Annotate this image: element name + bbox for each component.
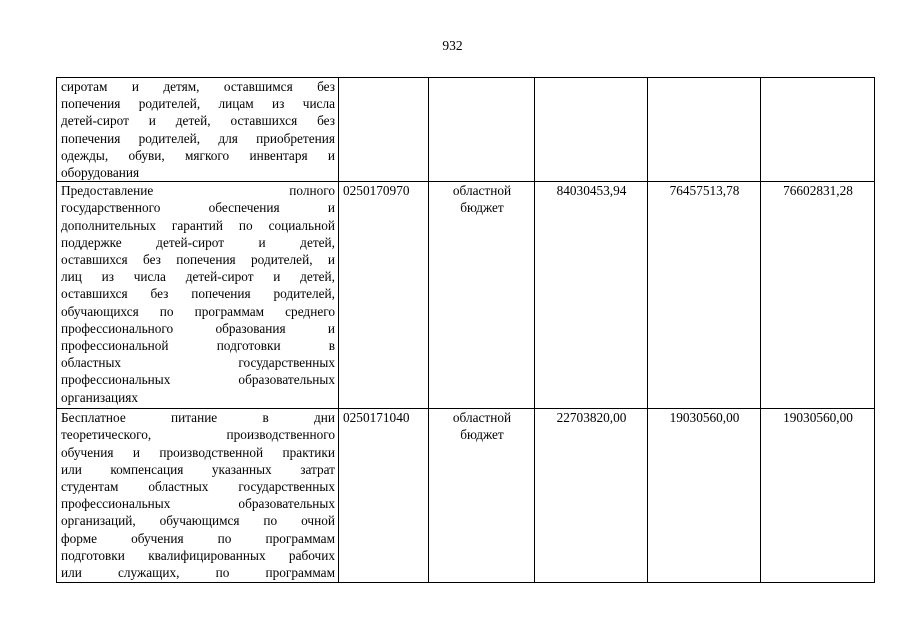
description-line: оборудования [61, 165, 140, 181]
description-line: обучающихся по программам среднего [61, 303, 335, 319]
description-line: детей-сирот и детей, оставшихся без [61, 113, 335, 129]
description-line: сиротам и детям, оставшимся без [61, 79, 335, 94]
description-line: профессионального образования и [61, 320, 335, 336]
description-line: профессиональных образовательных [61, 496, 335, 512]
amount-year3-cell: 19030560,00 [761, 409, 875, 583]
description-line: лиц из числа детей-сирот и детей, [61, 269, 335, 285]
description-cell [57, 409, 339, 583]
description-cell [57, 78, 339, 182]
description-line: областных государственных [61, 355, 335, 371]
description-line: обучения и производственной практики [61, 444, 335, 460]
description-line: студентам областных государственных [61, 479, 335, 495]
code-cell: 0250171040 [339, 409, 429, 583]
amount-year2-cell: 19030560,00 [648, 409, 761, 583]
amount-year3-cell: 76602831,28 [761, 182, 875, 409]
page-number: 932 [442, 38, 463, 53]
description-line: организаций, обучающимся по очной [61, 513, 335, 529]
table-row [57, 78, 875, 182]
description-line: или служащих, по программам [61, 565, 335, 581]
source-cell [429, 409, 535, 583]
amount-year1-cell: 84030453,94 [535, 182, 648, 409]
amount-year2-cell: 76457513,78 [648, 182, 761, 409]
description-line: подготовки квалифицированных рабочих [61, 547, 335, 563]
amount-year3-cell [761, 78, 875, 182]
description-line: оставшихся без попечения родителей, и [61, 252, 335, 268]
budget-table [56, 77, 875, 583]
description-line: форме обучения по программам [61, 530, 335, 546]
description-cell [57, 182, 339, 409]
table-row [57, 182, 875, 409]
description-line: дополнительных гарантий по социальной [61, 217, 335, 233]
source-cell [429, 182, 535, 409]
description-line: Предоставление полного [61, 183, 335, 199]
description-line: поддержке детей-сирот и детей, [61, 234, 335, 250]
description-line: попечения родителей, лицам из числа [61, 96, 335, 112]
description-line: профессиональных образовательных [61, 372, 335, 388]
table-row [57, 409, 875, 583]
source-line: областной [452, 410, 512, 426]
description-line: профессиональной подготовки в [61, 338, 335, 354]
code-cell: 0250170970 [339, 182, 429, 409]
source-line: бюджет [460, 200, 504, 216]
table-body [57, 78, 875, 583]
source-cell [429, 78, 535, 182]
amount-year1-cell [535, 78, 648, 182]
description-line: государственного обеспечения и [61, 200, 335, 216]
description-line: или компенсация указанных затрат [61, 461, 335, 477]
source-line: бюджет [460, 427, 504, 443]
description-line: Бесплатное питание в дни [61, 410, 335, 426]
amount-year1-cell: 22703820,00 [535, 409, 648, 583]
code-cell [339, 78, 429, 182]
description-line: теоретического, производственного [61, 427, 335, 443]
description-line: оставшихся без попечения родителей, [61, 286, 335, 302]
description-line: попечения родителей, для приобретения [61, 130, 335, 146]
description-line: организациях [61, 389, 139, 405]
amount-year2-cell [648, 78, 761, 182]
description-line: одежды, обуви, мягкого инвентаря и [61, 147, 335, 163]
source-line: областной [452, 183, 512, 199]
